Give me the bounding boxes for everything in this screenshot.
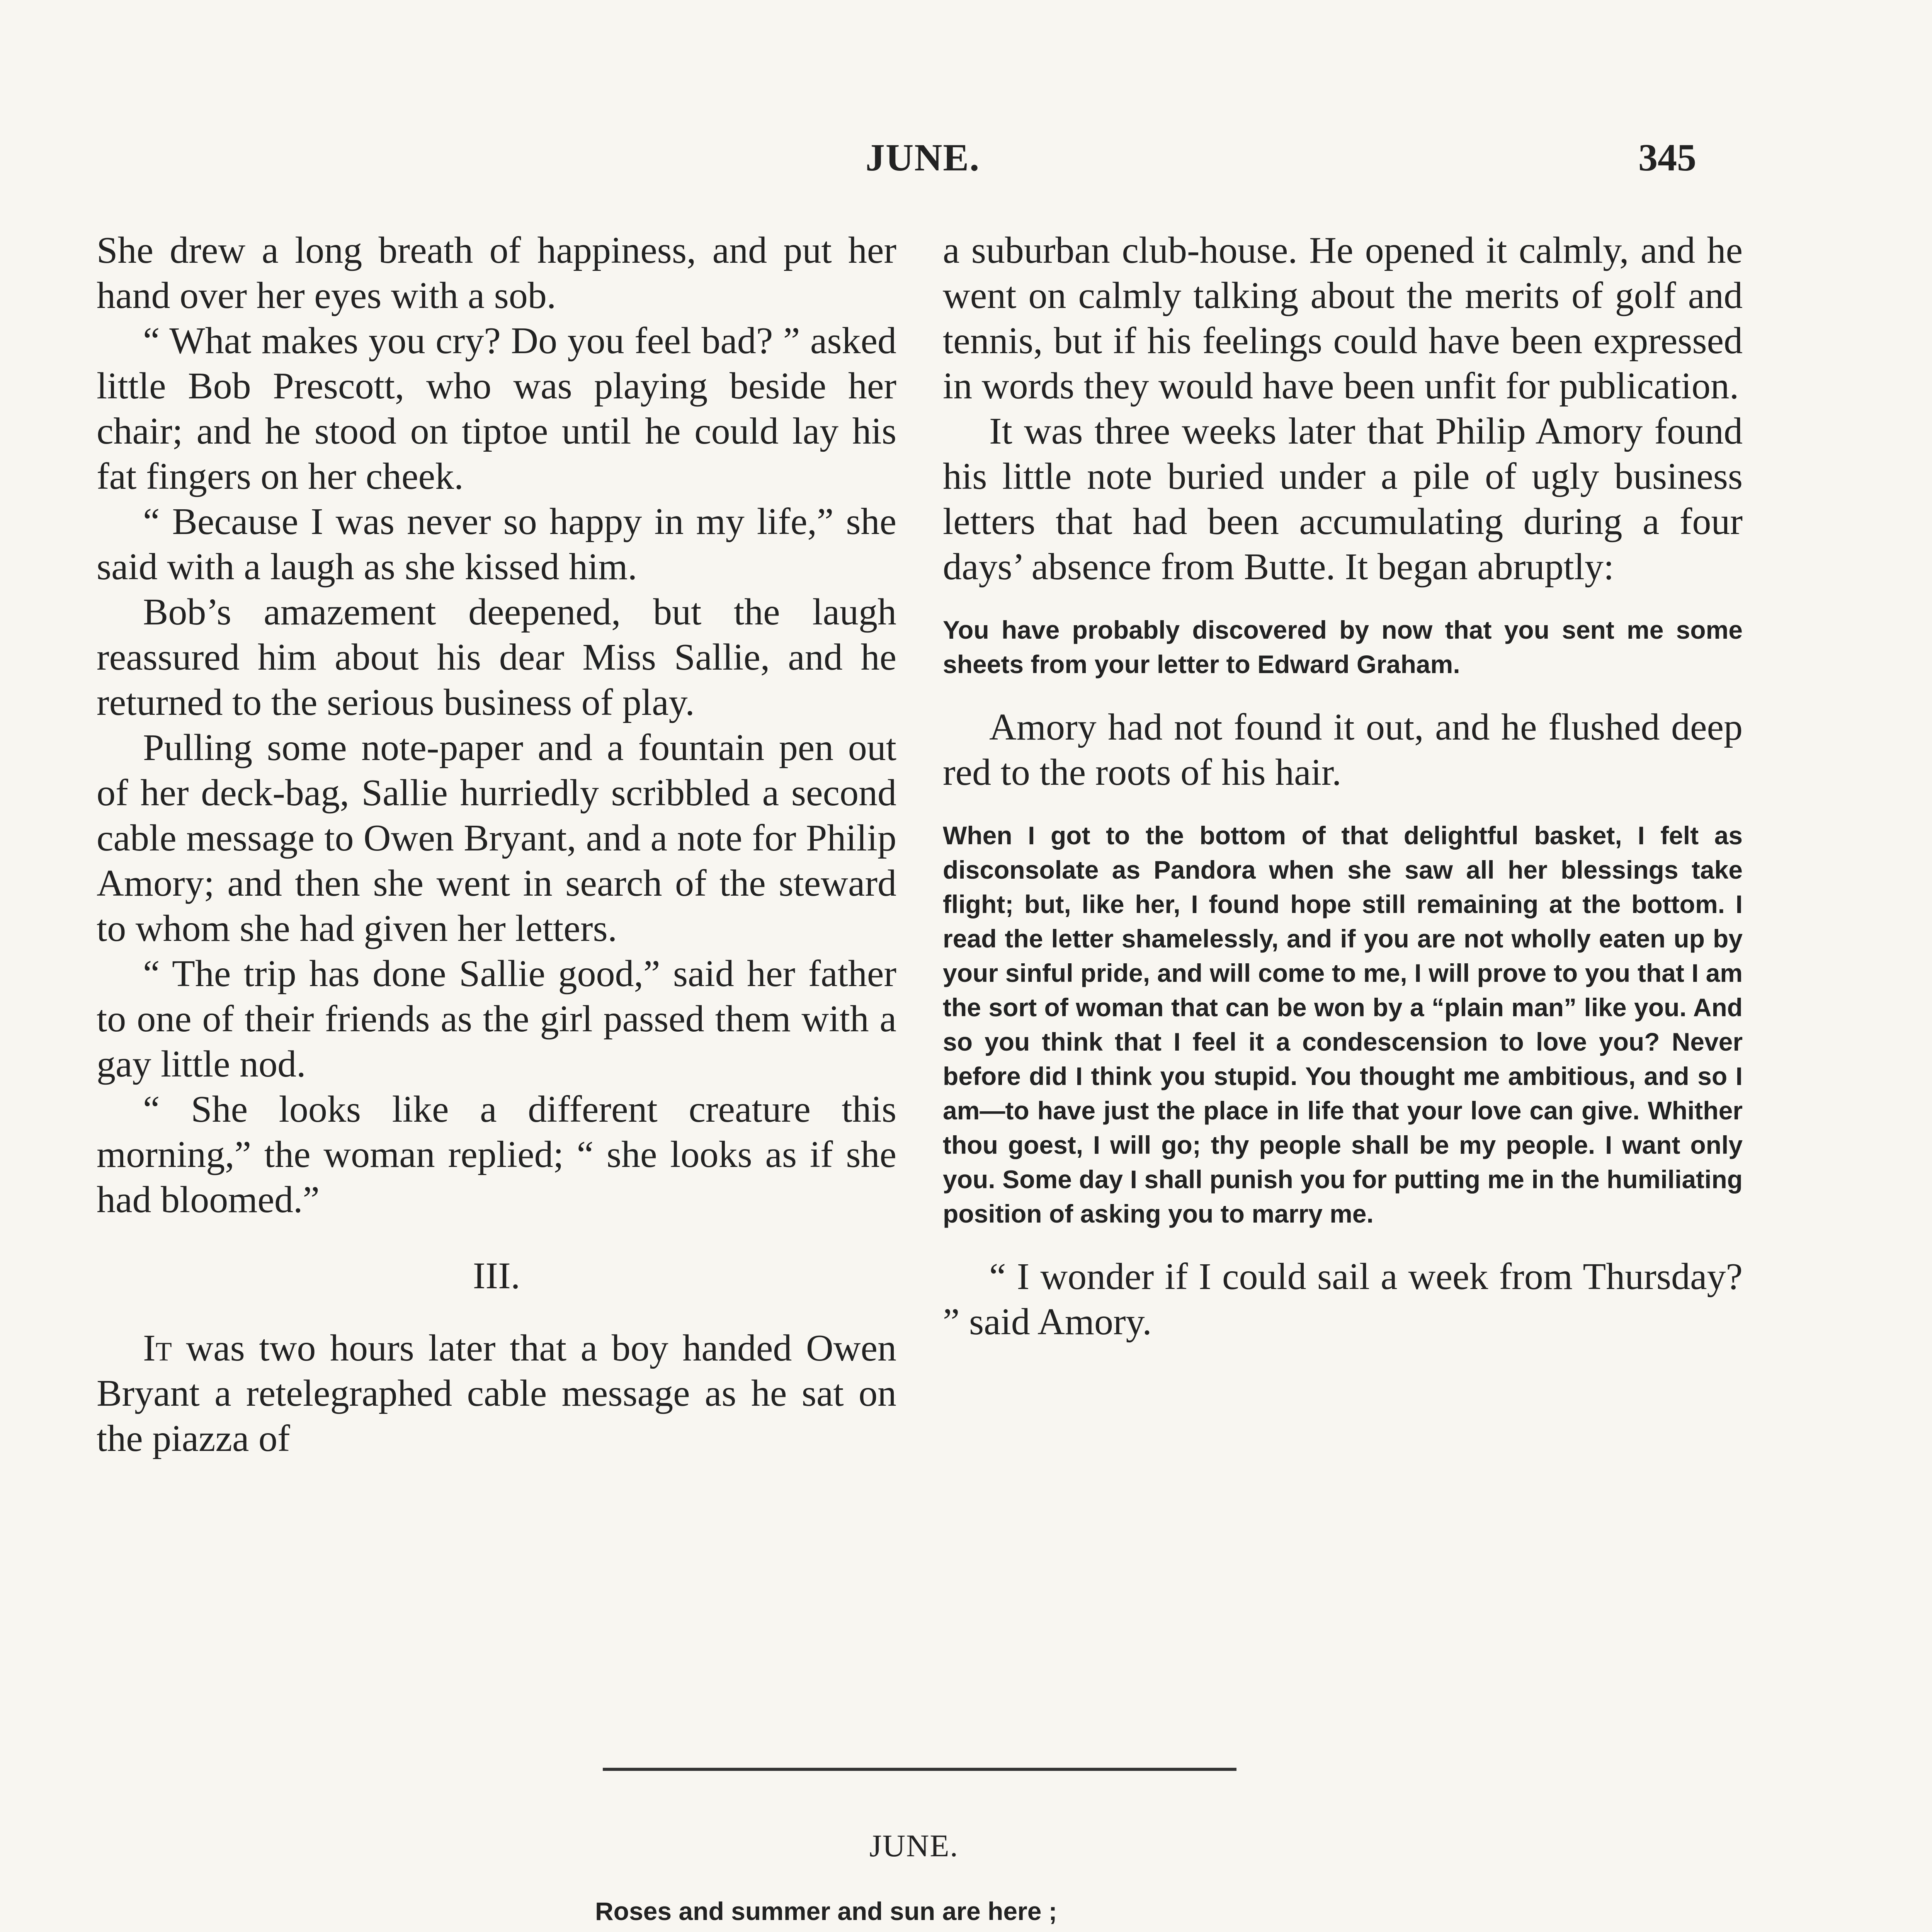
left-column xyxy=(97,228,896,1461)
paragraph: Bob’s amazement deepened, but the laugh reassured him about his dear Miss Sallie, and he returned to the serious business of play. xyxy=(97,591,896,723)
poem-line: Roses and summer and sun are here ; xyxy=(595,1897,1057,1925)
paragraph: Amory had not found it out, and he flushed deep red to the roots of his hair. xyxy=(943,706,1743,793)
stanza xyxy=(595,1893,1368,1932)
paragraph: She drew a long breath of happiness, and put her hand over her eyes with a sob. xyxy=(97,230,896,316)
paragraph: a suburban club-house. He opened it calmly, and he went on calmly talking about the merits of golf and tennis, but if his feelings could have been expressed in words they would have been unfit for publication. xyxy=(943,230,1743,407)
page-number: 345 xyxy=(1638,136,1696,179)
running-header: JUNE. xyxy=(866,136,980,179)
paragraph: It was three weeks later that Philip Amory found his little note buried under a pile of ugly business letters that had been accumulating during a four days’ absence from Butte. It began abruptly: xyxy=(943,410,1743,588)
drop-word: It xyxy=(143,1327,172,1369)
paragraph xyxy=(97,1326,896,1461)
paragraph: “ I wonder if I could sail a week from Thursday? ” said Amory. xyxy=(943,1256,1743,1343)
right-column xyxy=(943,228,1743,1345)
poem-title: JUNE. xyxy=(869,1828,959,1863)
paragraph-text: was two hours later that a boy handed Owen Bryant a retelegraphed cable message as he sat on the piazza of xyxy=(97,1327,896,1459)
paragraph: “ Because I was never so happy in my life,” she said with a laugh as she kissed him. xyxy=(97,501,896,588)
paragraph: “ What makes you cry? Do you feel bad? ” asked little Bob Prescott, who was playing beside her chair; and he stood on tiptoe until he could lay his fat fingers on her cheek. xyxy=(97,320,896,497)
paragraph: “ The trip has done Sallie good,” said her father to one of their friends as the girl passed them with a gay little nod. xyxy=(97,953,896,1085)
letter-excerpt: When I got to the bottom of that delightful basket, I felt as disconsolate as Pandora when she saw all her blessings take flight; but, like her, I found hope still remaining at the bottom. I read the letter shamelessly, and if you are not wholly eaten up by your sinful pride, and will come to me, I will prove to you that I am the sort of woman that can be won by a “plain man” like you. And so you think that I feel it a condescension to love you? Never before did I think you stupid. You thought me ambitious, and so I am—to have just the place in life that your love can give. Whither thou goest, I will go; thy people shall be my people. I want only you. Some day I shall punish you for putting me in the humiliating position of asking you to marry me. xyxy=(943,821,1743,1228)
paragraph: “ She looks like a different creature this morning,” the woman replied; “ she looks as if she had bloomed.” xyxy=(97,1088,896,1221)
poem-line xyxy=(595,1929,1368,1932)
section-divider xyxy=(603,1768,1236,1771)
paragraph: Pulling some note-paper and a fountain pen out of her deck-bag, Sallie hurriedly scribbled a second cable message to Owen Bryant, and a note for Philip Amory; and then she went in search of the steward to whom she had given her letters. xyxy=(97,727,896,949)
poem xyxy=(595,1893,1368,1932)
section-heading: III. xyxy=(473,1255,520,1297)
letter-excerpt: You have probably discovered by now that you sent me some sheets from your letter to Edward Graham. xyxy=(943,616,1743,679)
